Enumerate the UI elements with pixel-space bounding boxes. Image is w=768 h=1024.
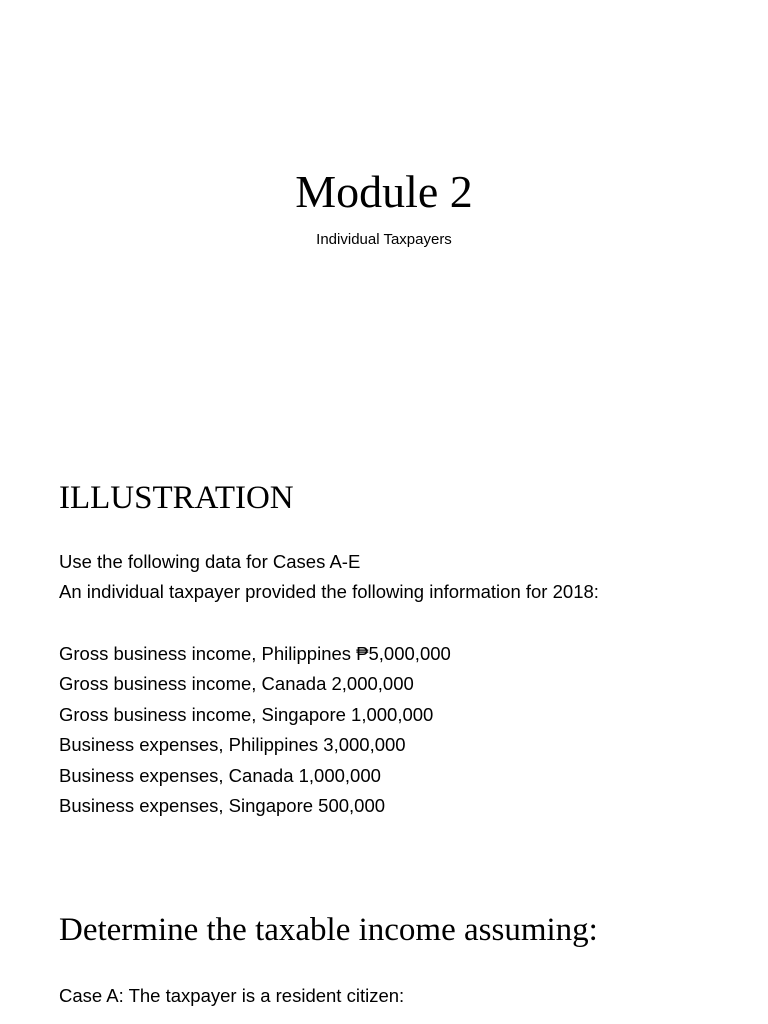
data-line-gross-income-canada: Gross business income, Canada 2,000,000 <box>59 673 414 695</box>
intro-line: An individual taxpayer provided the following information for 2018: <box>59 581 599 603</box>
page-title: Module 2 <box>295 166 473 217</box>
illustration-heading: ILLUSTRATION <box>59 480 294 516</box>
determine-heading: Determine the taxable income assuming: <box>59 912 598 948</box>
data-line-gross-income-philippines: Gross business income, Philippines ₱5,000,000 <box>59 643 451 664</box>
case-a-line: Case A: The taxpayer is a resident citizen: <box>59 985 405 1006</box>
data-line-expenses-canada: Business expenses, Canada 1,000,000 <box>59 764 381 786</box>
income-data-list <box>59 639 451 821</box>
illustration-intro <box>59 547 599 608</box>
data-line-expenses-philippines: Business expenses, Philippines 3,000,000 <box>59 734 406 756</box>
case-a-text <box>59 981 404 1011</box>
page-subtitle: Individual Taxpayers <box>316 231 452 248</box>
data-line-expenses-singapore: Business expenses, Singapore 500,000 <box>59 794 386 816</box>
data-line-gross-income-singapore: Gross business income, Singapore 1,000,000 <box>59 703 434 725</box>
intro-line: Use the following data for Cases A-E <box>59 551 361 572</box>
